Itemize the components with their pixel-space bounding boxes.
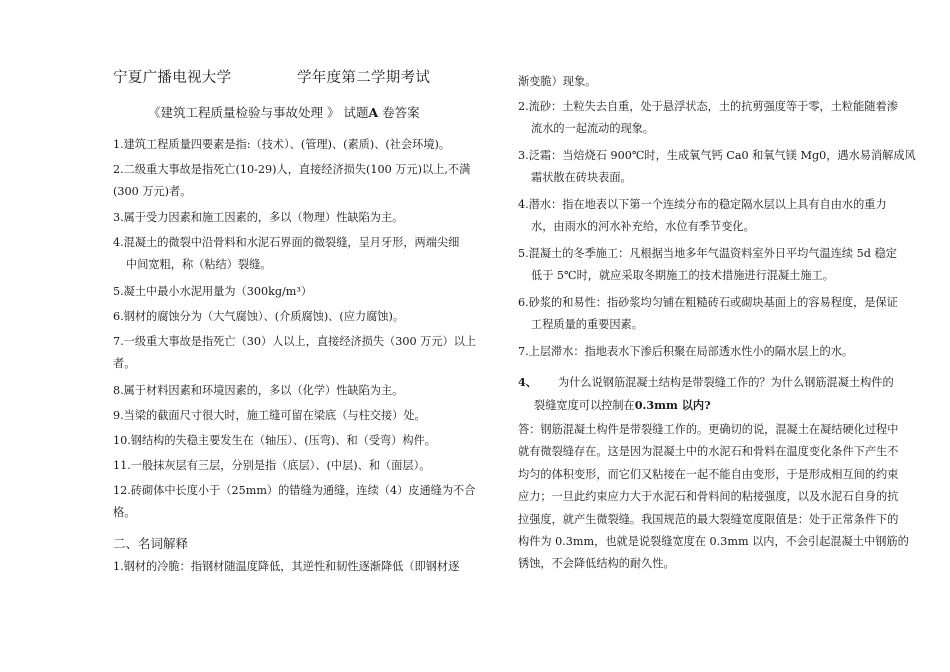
- school-name: 宁夏广播电视大学: [113, 70, 232, 86]
- answer-line: 均匀的体积变形，而它们又粘接在一起不能自由变形，于是形成相互间的约束: [518, 467, 899, 481]
- term-line: 水，由雨水的河水补充给，水位有季节变化。: [531, 220, 755, 234]
- term-line: 7.上层滞水：指地表水下渗后积聚在局部透水性小的隔水层上的水。: [518, 345, 854, 358]
- paper-letter: A: [368, 105, 379, 120]
- question-text: 为什么说钢筋混凝土结构是带裂缝工作的？为什么钢筋混凝土构件的: [558, 376, 894, 389]
- term-4: [518, 194, 887, 239]
- term-line: 渐变脆）现象。: [518, 75, 597, 88]
- item-line: 者。: [113, 357, 136, 371]
- question-number: 4、: [518, 375, 537, 389]
- term-line: 4.潜水：指在地表以下第一个连续分布的稳定隔水层以上具有自由水的重力: [518, 198, 887, 211]
- item-line: 1.建筑工程质量四要素是指:（技术）、(管理)、(素质)、(社会环境)。: [113, 138, 451, 151]
- item-line: 3.属于受力因素和施工因素的，多以（物理）性缺陷为主。: [113, 211, 404, 224]
- question-4-line2: [518, 394, 894, 417]
- term-1-continued: [518, 71, 596, 93]
- term-line: 低于 5℃时，就应采取冬期施工的技术措施进行混凝土施工。: [531, 269, 834, 283]
- fill-in-item-8: [113, 380, 403, 402]
- fill-in-item-3: [113, 207, 403, 229]
- fill-in-item-5: [113, 281, 312, 303]
- paper-suffix: 卷答案: [382, 105, 420, 120]
- item-line: 6.钢材的腐蚀分为（大气腐蚀）、(介质腐蚀)、(应力腐蚀)。: [113, 310, 405, 323]
- item-line: 格。: [113, 506, 136, 520]
- term-1-start: [113, 556, 459, 578]
- fill-in-item-7: [113, 331, 476, 376]
- term-line: 工程质量的重要因素。: [531, 318, 643, 332]
- fill-in-item-10: [113, 430, 436, 452]
- term-3: [518, 145, 916, 190]
- term-line: 6.砂浆的和易性：指砂浆均匀铺在粗糙砖石或砌块基面上的容易程度，是保证: [518, 296, 898, 309]
- item-line: 10.钢结构的失稳主要发生在（轴压）、(压弯)、和（受弯）构件。: [113, 434, 436, 447]
- fill-in-item-4: [113, 232, 459, 277]
- term-7: [518, 341, 853, 363]
- fill-in-item-11: [113, 455, 430, 477]
- answer-line: 答：钢筋混凝土构件是带裂缝工作的。更确切的说，混凝土在凝结硬化过程中: [518, 423, 899, 436]
- question-4: [518, 371, 894, 418]
- exam-header: [113, 66, 430, 87]
- paper-prefix: 试题: [343, 105, 369, 120]
- item-line: 7.一级重大事故是指死亡（30）人以上，直接经济损失（300 万元）以上: [113, 335, 477, 348]
- item-line: 4.混凝土的微裂中沿骨料和水泥石界面的微裂缝，呈月牙形，两端尖细: [113, 236, 460, 249]
- answer-line: 就有微裂缝存在。这是因为混凝土中的水泥石和骨料在温度变化条件下产生不: [518, 445, 899, 459]
- item-line: 8.属于材料因素和环境因素的，多以（化学）性缺陷为主。: [113, 384, 404, 397]
- term-line: 2.流砂：土粒失去自重，处于悬浮状态，土的抗剪强度等于零，土粒能随着渗: [518, 100, 898, 113]
- fill-in-item-9: [113, 405, 426, 427]
- course-name: 《建筑工程质量检验与事故处理 》: [148, 105, 340, 120]
- fill-in-item-2: [113, 159, 470, 204]
- term-line: 1.钢材的冷脆：指钢材随温度降低，其逆性和韧性逐渐降低（即钢材逐: [113, 560, 460, 573]
- term-line: 霜状散在砖块表面。: [531, 171, 632, 185]
- item-line: 11.一般抹灰层有三层，分别是指（底层）、(中层)、和（面层）。: [113, 459, 431, 472]
- term-line: 流水的一起流动的现象。: [531, 122, 655, 136]
- fill-in-item-12: [113, 480, 475, 525]
- exam-term: 学年度第二学期考试: [297, 70, 431, 86]
- paper-subtitle: [148, 103, 420, 121]
- item-line: 中间宽粗，称（粘结）裂缝。: [126, 258, 272, 272]
- item-line: 9.当梁的截面尺寸很大时，施工缝可留在梁底（与柱交接）处。: [113, 409, 426, 422]
- item-line: 2.二级重大事故是指死亡(10-29)人，直接经济损失(100 万元)以上,不满: [113, 163, 471, 176]
- answer-line: 锈蚀，不会降低结构的耐久性。: [518, 557, 675, 571]
- term-line: 3.泛霜：当焙烧石 900℃时，生成氧气钙 Ca0 和氧气镁 Mg0，遇水易消解成风: [518, 149, 916, 162]
- answer-line: 拉强度，就产生微裂缝。我国规范的最大裂缝宽度限值是：处于正常条件下的: [518, 512, 899, 526]
- item-line: 5.凝土中最小水泥用量为（300kg/m³）: [113, 285, 313, 298]
- fill-in-item-6: [113, 306, 404, 328]
- term-2: [518, 96, 898, 141]
- answer-4: [518, 419, 909, 576]
- section-title-terms: 二、名词解释: [113, 536, 189, 551]
- term-line: 5.混凝土的冬季施工：凡根据当地多年气温资料室外日平均气温连续 5d 稳定: [518, 247, 897, 260]
- term-6: [518, 292, 898, 337]
- fill-in-item-1: [113, 134, 450, 156]
- question-text-prefix: 裂缝宽度可以控制在: [534, 399, 635, 413]
- item-line: (300 万元)者。: [113, 185, 192, 199]
- item-line: 12.砖砌体中长度小于（25mm）的错缝为通缝，连续（4）皮通缝为不合: [113, 484, 476, 497]
- question-text-bold: 0.3mm 以内?: [634, 398, 711, 413]
- answer-line: 构件为 0.3mm，也就是说裂缝宽度在 0.3mm 以内，不会引起混凝土中钢筋的: [518, 535, 909, 549]
- question-4-line1: [518, 371, 894, 394]
- term-5: [518, 243, 897, 288]
- answer-line: 应力；一旦此约束应力大于水泥石和骨料间的粘接强度，以及水泥石自身的抗: [518, 490, 899, 504]
